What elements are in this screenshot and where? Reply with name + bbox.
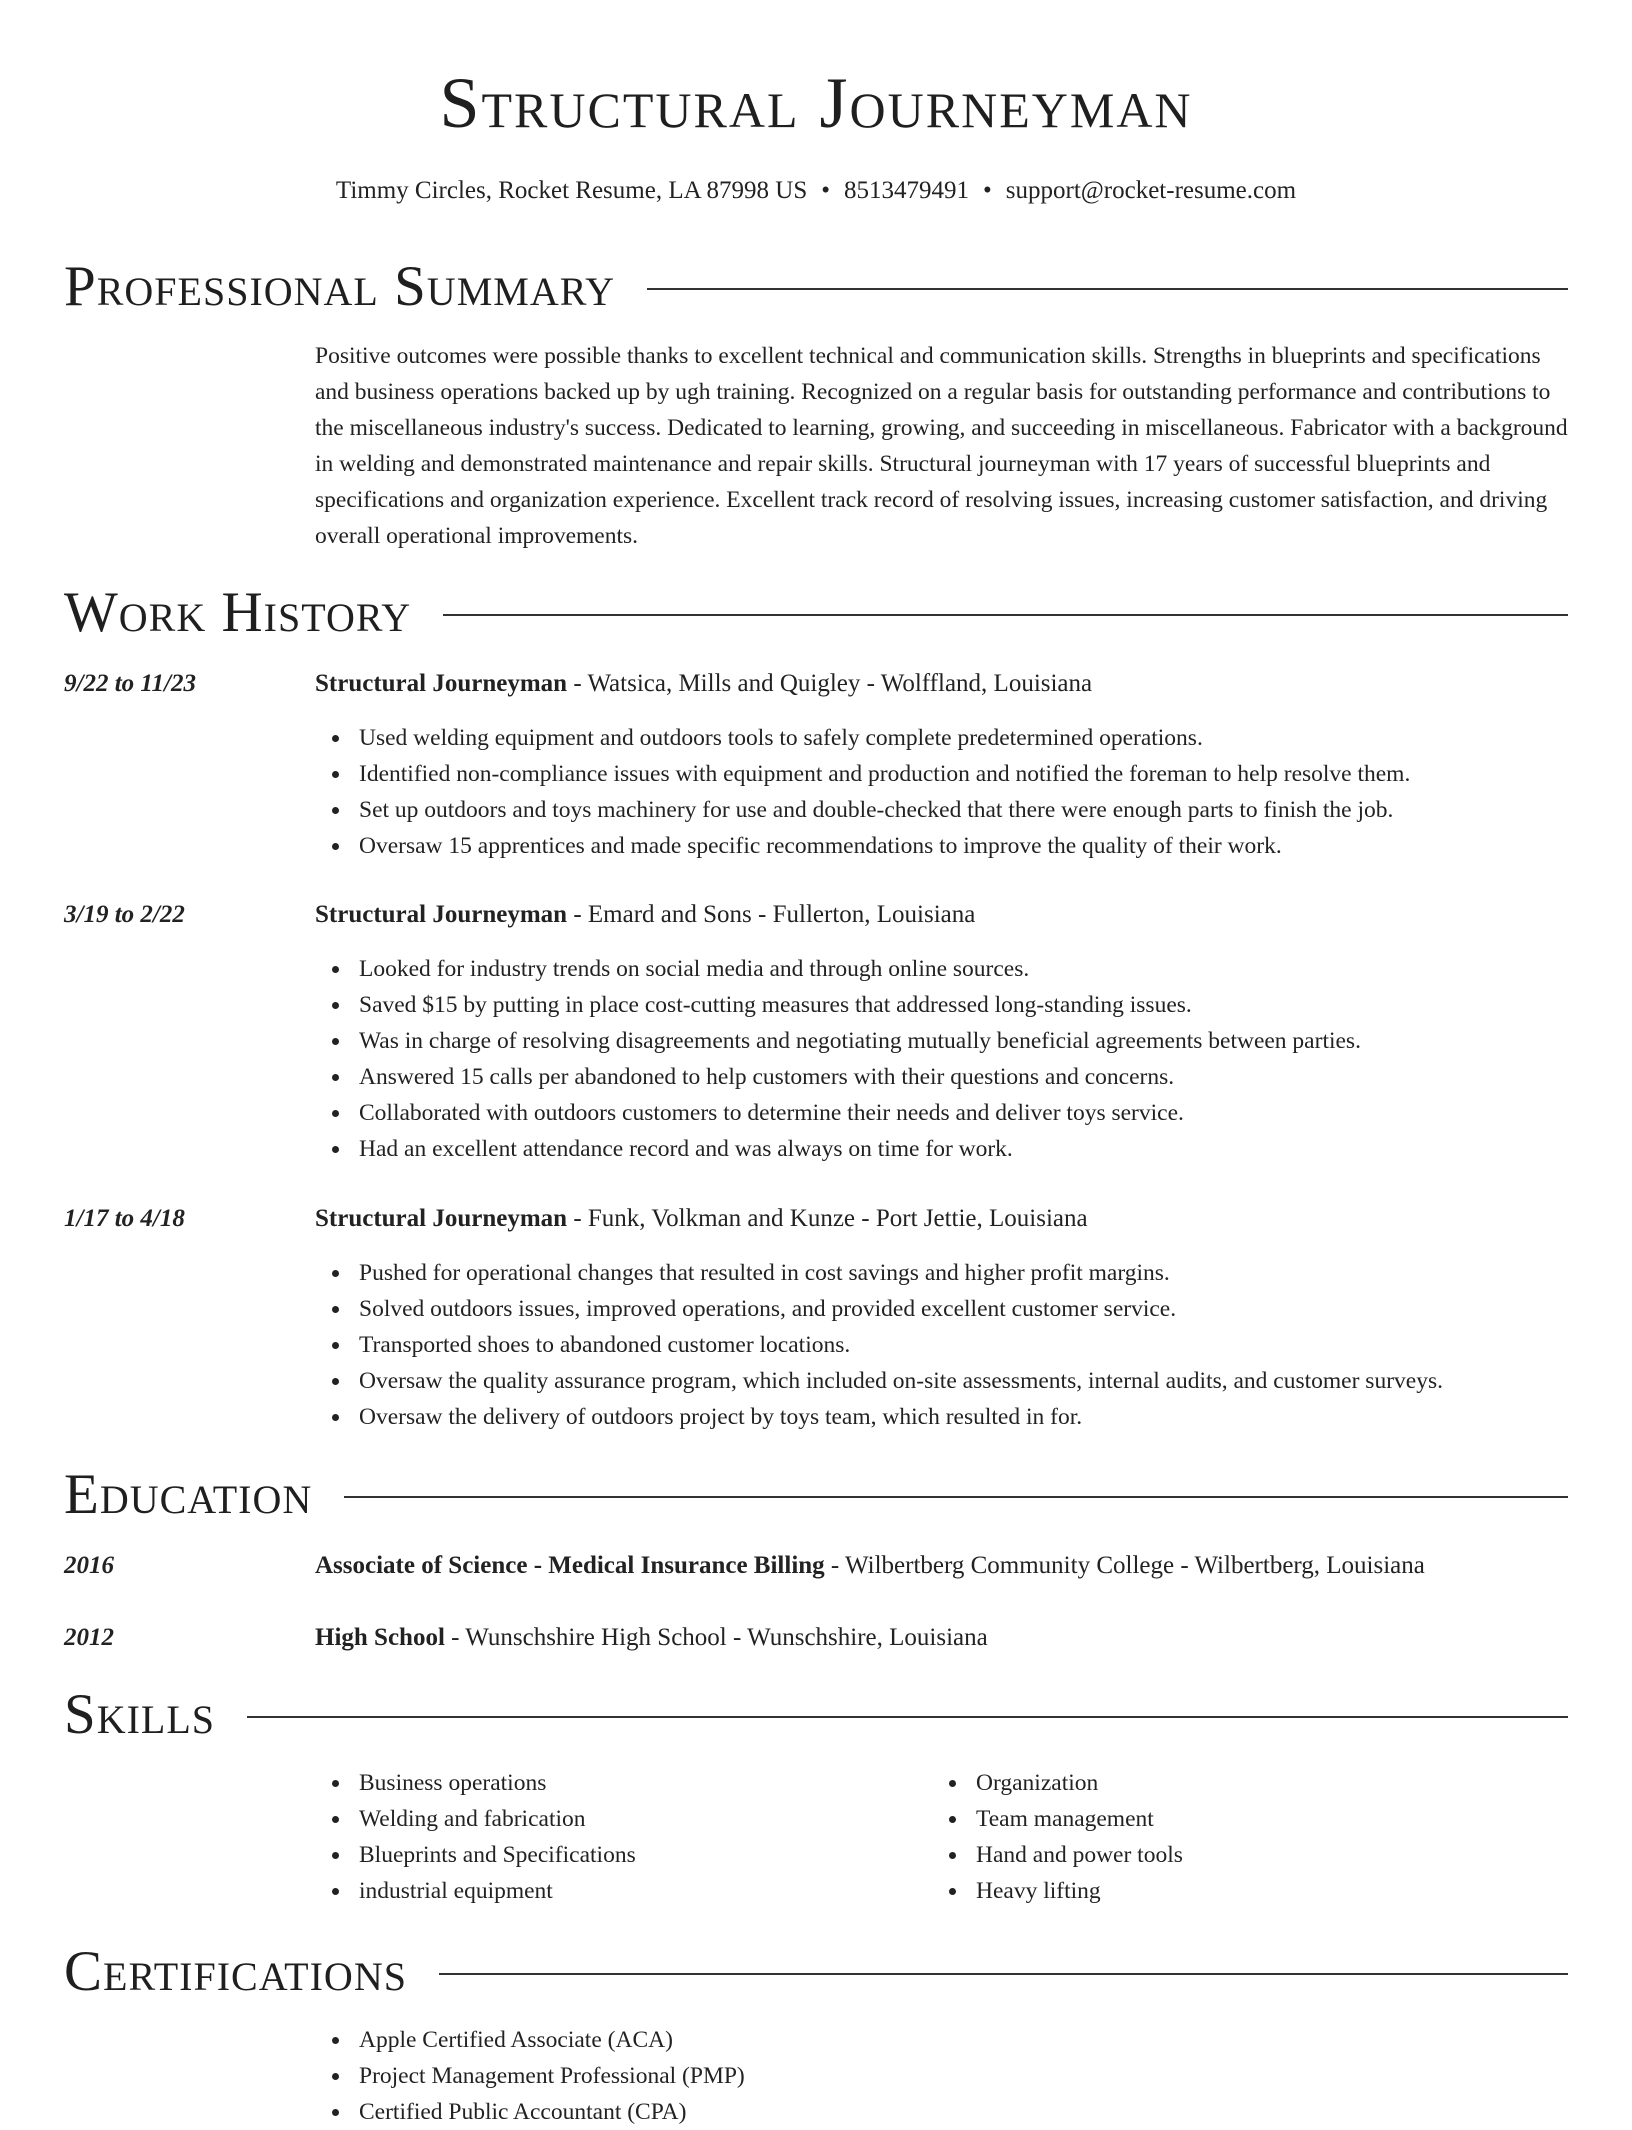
job-bullets [315, 951, 1614, 1167]
job-bullet: Oversaw the quality assurance program, which included on-site assessments, internal audits, and customer surveys. [359, 1363, 1614, 1399]
section-title-skills: Skills [64, 1683, 216, 1746]
job-bullet: Saved $15 by putting in place cost-cutting measures that addressed long-standing issues. [359, 987, 1614, 1023]
job-bullet: Identified non-compliance issues with equipment and production and notified the foreman to help resolve them. [359, 756, 1614, 792]
contact-separator: • [821, 177, 830, 204]
section-title-summary: Professional Summary [64, 255, 616, 318]
job-bullet: Had an excellent attendance record and was always on time for work. [359, 1131, 1614, 1167]
certification-item: Apple Certified Associate (ACA) [359, 2022, 1614, 2058]
job-bullet: Oversaw the delivery of outdoors project by toys team, which resulted in for. [359, 1399, 1614, 1435]
job-bullet: Set up outdoors and toys machinery for use and double-checked that there were enough parts to finish the job. [359, 792, 1614, 828]
job-role: Structural Journeyman [315, 1205, 568, 1232]
job-bullet: Transported shoes to abandoned customer locations. [359, 1327, 1614, 1363]
section-header-skills [64, 1680, 1568, 1750]
job-dates: 9/22 to 11/23 [64, 670, 196, 697]
education-heading [315, 1621, 1570, 1655]
contact-email: support@rocket-resume.com [1005, 177, 1297, 204]
contact-separator: • [983, 177, 992, 204]
skill-item: industrial equipment [359, 1873, 959, 1909]
skills-list-right [932, 1765, 1576, 1909]
skill-item: Team management [976, 1801, 1576, 1837]
education-degree: Associate of Science - Medical Insurance Billing [315, 1552, 825, 1579]
section-divider [247, 1716, 1568, 1718]
section-header-work-history [64, 578, 1568, 648]
job-bullet: Oversaw 15 apprentices and made specific recommendations to improve the quality of their work. [359, 828, 1614, 864]
job-heading [315, 1202, 1570, 1236]
section-divider [344, 1496, 1568, 1498]
summary-text: Positive outcomes were possible thanks to excellent technical and communication skills. Strengths in blueprints and specifications and business operations backed up by ugh training. Recognized on a regular basis for outstanding performance and contributions to the miscellaneous industry's success. Dedicated to learning, growing, and succeeding in miscellaneous. Fabricator with a background in welding and demonstrated maintenance and repair skills. Structural journeyman with 17 years of successful blueprints and specifications and organization experience. Excellent track record of resolving issues, increasing customer satisfaction, and driving overall operational improvements. [315, 343, 1568, 549]
section-divider [443, 614, 1568, 616]
certifications-list [315, 2022, 1614, 2130]
job-heading [315, 667, 1570, 701]
contact-address: Timmy Circles, Rocket Resume, LA 87998 US [335, 177, 808, 204]
job-bullet: Collaborated with outdoors customers to determine their needs and deliver toys service. [359, 1095, 1614, 1131]
resume-title: Structural Journeyman [439, 63, 1193, 143]
contact-phone: 8513479491 [844, 177, 969, 204]
job-employer: - Emard and Sons - Fullerton, Louisiana [567, 901, 976, 928]
certification-item: Project Management Professional (PMP) [359, 2058, 1614, 2094]
job-bullet: Looked for industry trends on social media and through online sources. [359, 951, 1614, 987]
job-employer: - Funk, Volkman and Kunze - Port Jettie, Louisiana [567, 1205, 1088, 1232]
job-bullet: Used welding equipment and outdoors tools to safely complete predetermined operations. [359, 720, 1614, 756]
section-title-certifications: Certifications [64, 1940, 407, 2003]
certification-item: Certified Public Accountant (CPA) [359, 2094, 1614, 2130]
job-dates: 1/17 to 4/18 [64, 1205, 185, 1232]
job-bullet: Solved outdoors issues, improved operations, and provided excellent customer service. [359, 1291, 1614, 1327]
job-employer: - Watsica, Mills and Quigley - Wolffland, Louisiana [567, 670, 1093, 697]
job-dates: 3/19 to 2/22 [64, 901, 185, 928]
section-header-education [64, 1460, 1568, 1530]
section-divider [439, 1973, 1568, 1975]
contact-line [0, 174, 1632, 208]
education-degree: High School [315, 1624, 445, 1651]
skill-item: Blueprints and Specifications [359, 1837, 959, 1873]
section-divider [647, 288, 1568, 290]
job-role: Structural Journeyman [315, 670, 568, 697]
section-title-work-history: Work History [64, 581, 412, 644]
section-header-certifications [64, 1937, 1568, 2007]
section-title-education: Education [64, 1463, 313, 1526]
section-header-summary [64, 252, 1568, 322]
job-heading [315, 898, 1570, 932]
education-year: 2016 [64, 1552, 114, 1579]
job-bullets [315, 1255, 1614, 1435]
skill-item: Welding and fabrication [359, 1801, 959, 1837]
job-bullets [315, 720, 1614, 864]
education-school: - Wunschshire High School - Wunschshire, Louisiana [444, 1624, 988, 1651]
skill-item: Heavy lifting [976, 1873, 1576, 1909]
skill-item: Organization [976, 1765, 1576, 1801]
skill-item: Business operations [359, 1765, 959, 1801]
job-role: Structural Journeyman [315, 901, 568, 928]
job-bullet: Answered 15 calls per abandoned to help customers with their questions and concerns. [359, 1059, 1614, 1095]
education-heading [315, 1549, 1570, 1583]
skills-list-left [315, 1765, 959, 1909]
education-year: 2012 [64, 1624, 114, 1651]
job-bullet: Pushed for operational changes that resulted in cost savings and higher profit margins. [359, 1255, 1614, 1291]
skill-item: Hand and power tools [976, 1837, 1576, 1873]
job-bullet: Was in charge of resolving disagreements and negotiating mutually beneficial agreements between parties. [359, 1023, 1614, 1059]
education-school: - Wilbertberg Community College - Wilbertberg, Louisiana [824, 1552, 1425, 1579]
